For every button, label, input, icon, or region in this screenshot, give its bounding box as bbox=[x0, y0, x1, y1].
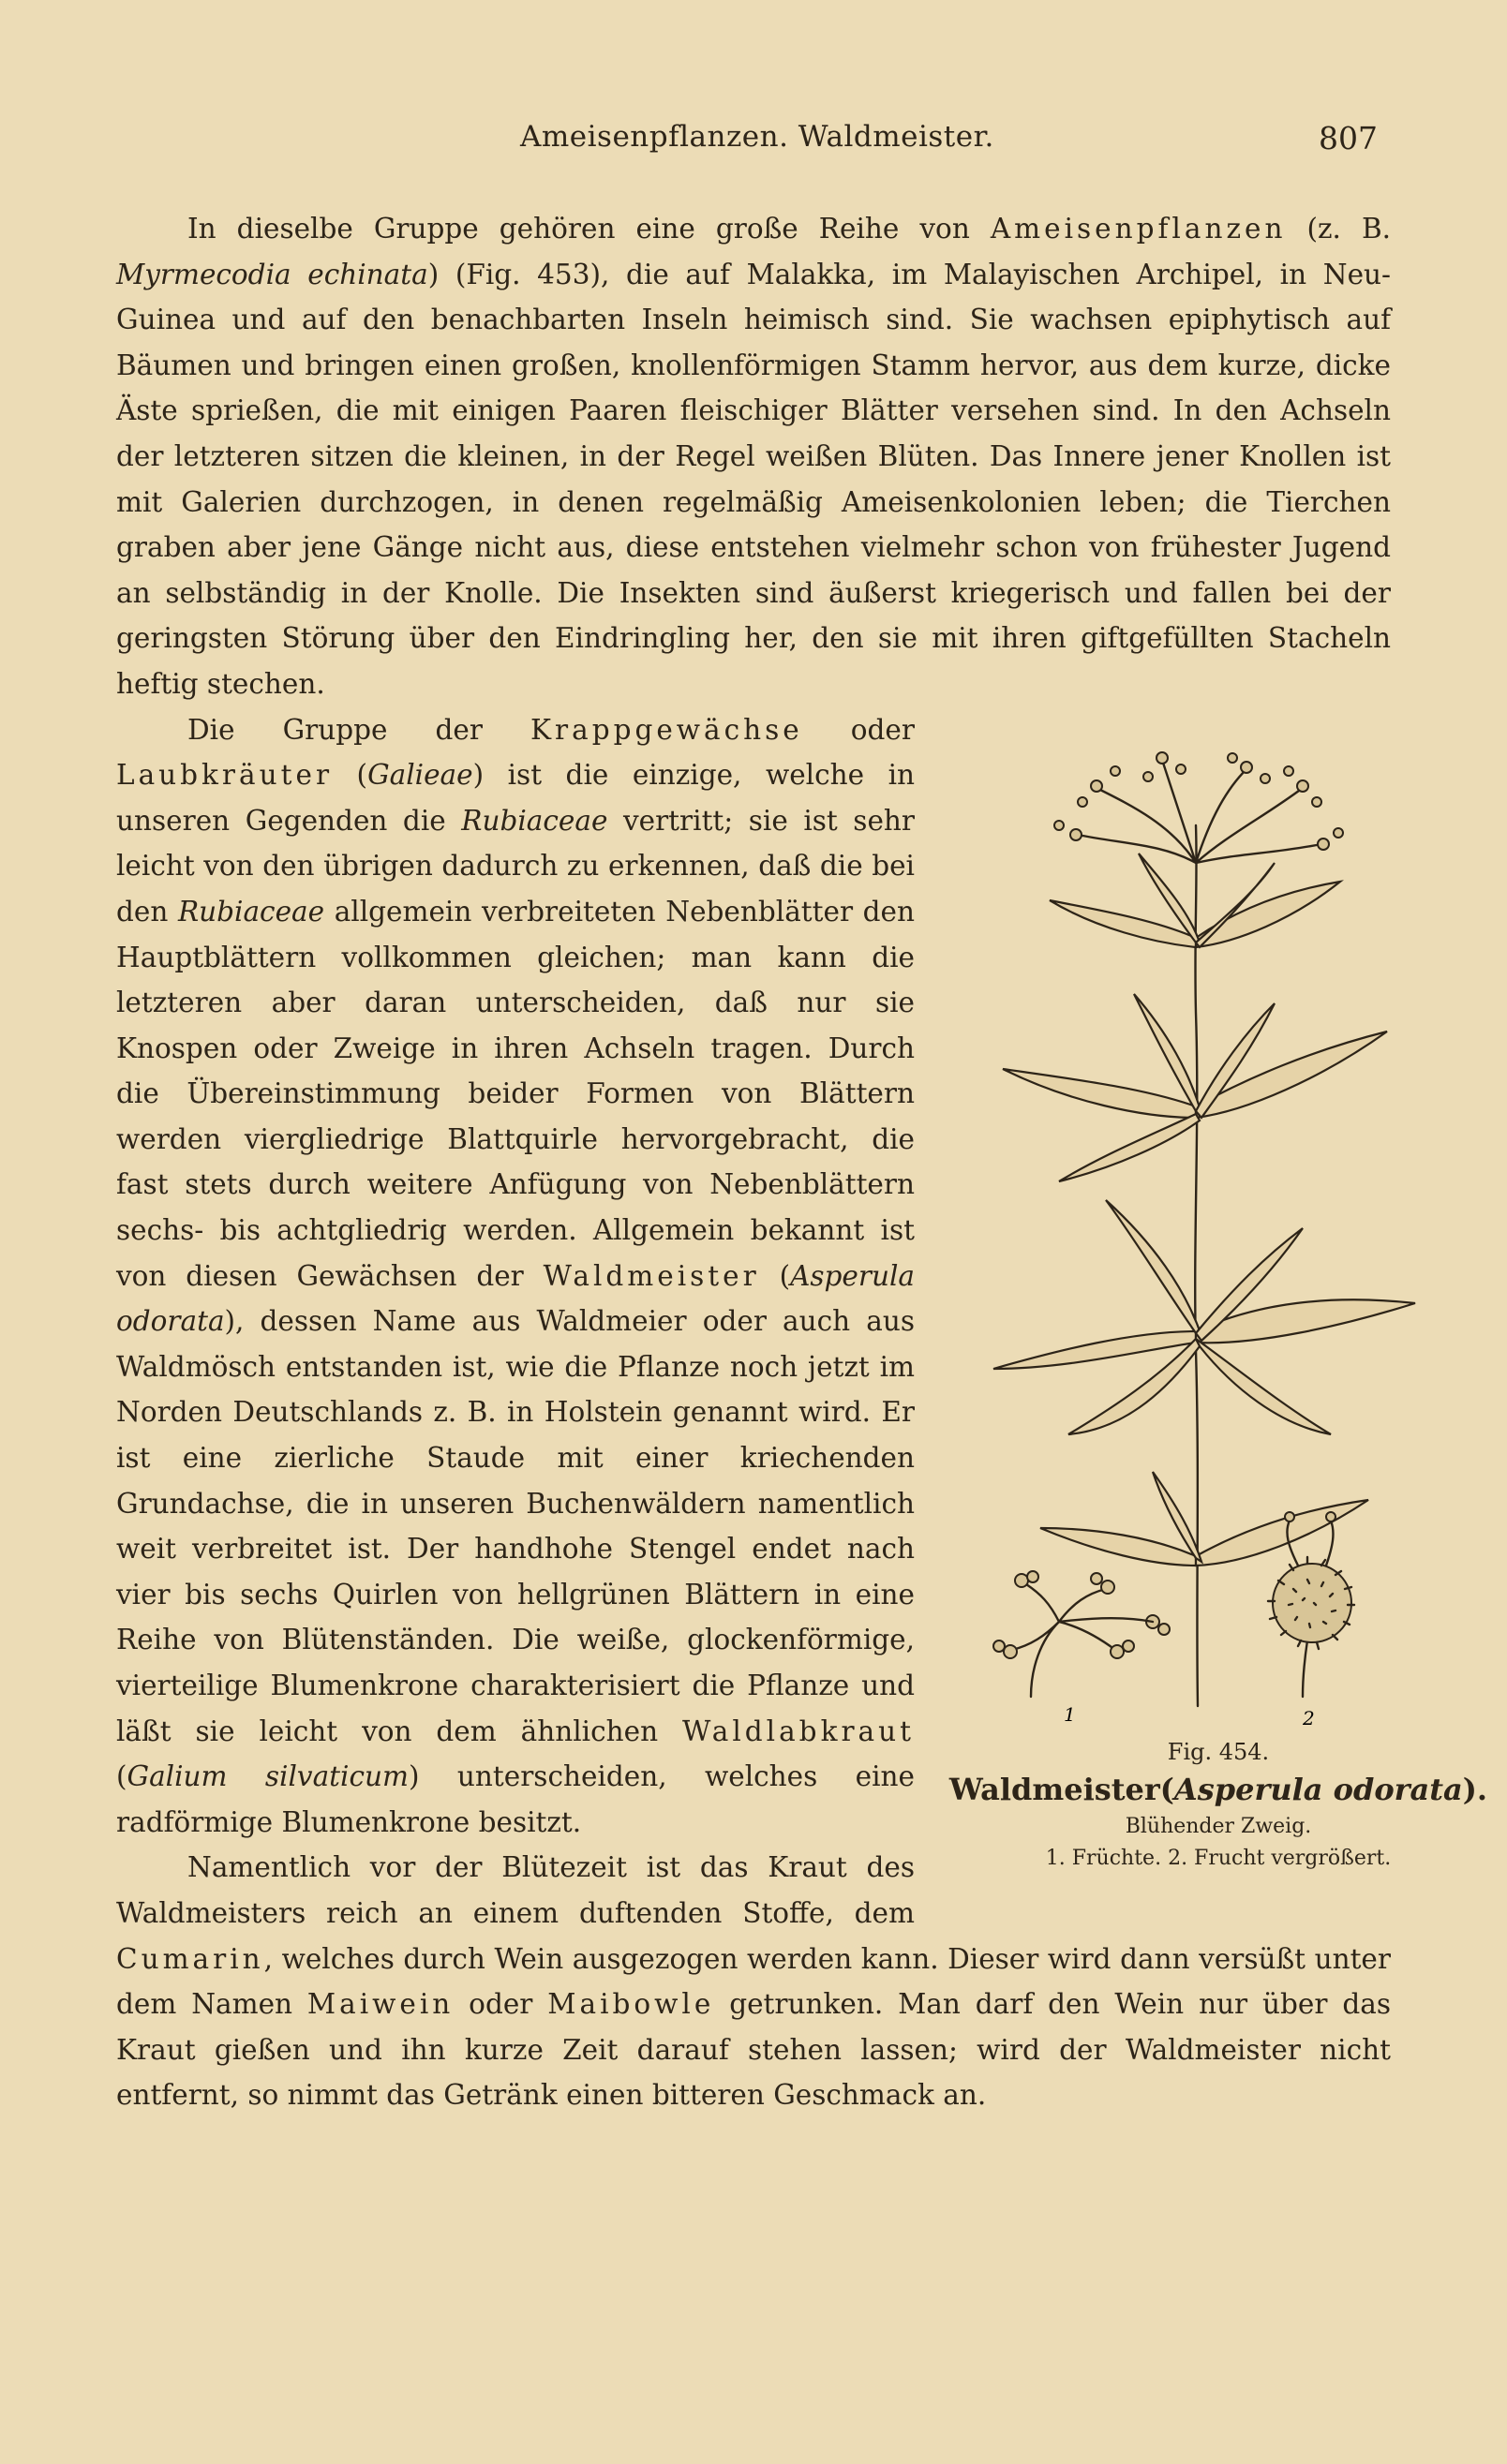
fig-label-1: 1 bbox=[1064, 1702, 1076, 1726]
figure-number: Fig. 454. bbox=[1167, 1738, 1270, 1765]
term-waldlabkraut: Waldlabkraut bbox=[682, 1714, 915, 1747]
page-number: 807 bbox=[1319, 120, 1378, 156]
body-text bbox=[116, 206, 1488, 2118]
fruit-sprig bbox=[993, 1571, 1170, 1697]
paragraph-woodruff: Die Gruppe der Krappgewächse oder Laubkräuter (Galieae) ist die einzige, welche in unseren Gegenden die Rubiaceae vertritt; sie ist sehr leicht von den übrigen dadurch zu erkennen, daß die bei den Rubiaceae allgemein verbreiteten Nebenblätter den Hauptblättern vollkommen gleichen; man kann die letzteren aber daran unterscheiden, daß nur sie Knospen oder Zweige in ihren Achseln tragen. Durch die Übereinstimmung beider Formen von Blättern werden viergliedrige Blattquirle hervorgebracht, die fast stets durch weitere Anfügung von Nebenblättern sechs- bis achtgliedrig werden. Allgemein bekannt ist von diesen Gewächsen der Waldmeister (Asperula odorata), dessen Name aus Waldmeier oder auch aus Waldmösch entstanden ist, wie die Pflanze noch jetzt im Norden Deutschlands z. B. in Holstein genannt wird. Er ist eine zierliche Staude mit einer kriechenden Grundachse, die in unseren Buchenwäldern namentlich weit verbreitet ist. Der handhohe Stengel endet nach vier bis sechs Quirlen von hellgrünen Blättern in eine Reihe von Blütenständen. Die weiße, glockenförmige, vierteilige Blumenkrone charakterisiert die Pflanze und läßt sie leicht von dem ähnlichen Waldlabkraut (Galium silvaticum) unterscheiden, welches eine radförmige Blumenkrone besitzt. bbox=[116, 713, 916, 1838]
figure-454 bbox=[937, 722, 1488, 1893]
term-rubiaceae-2: Rubiaceae bbox=[177, 895, 325, 928]
page-header bbox=[0, 120, 1507, 165]
term-maibowle: Maibowle bbox=[547, 1988, 715, 2021]
term-ameisenpflanzen: Ameisenpflanzen bbox=[990, 213, 1287, 245]
inflorescence bbox=[1054, 752, 1343, 863]
term-galium: Galium silvaticum bbox=[127, 1760, 409, 1793]
paragraph-ant-plants: In dieselbe Gruppe gehören eine große Reihe von Ameisenpflanzen (z. B. Myrmecodia echinata) (Fig. 453), die auf Malakka, im Malayischen Archipel, in Neu-Guinea und auf den benachbarten Inseln heimisch sind. Sie wachsen epiphytisch auf Bäumen und bringen einen großen, knollenförmigen Stamm hervor, aus dem kurze, dicke Äste sprießen, die mit einigen Paaren fleischiger Blätter versehen sind. In den Achseln der letzteren sitzen die kleinen, in der Regel weißen Blüten. Das Innere jener Knollen ist mit Galerien durchzogen, in denen regelmäßig Ameisenkolonien leben; die Tierchen graben aber jene Gänge nicht aus, diese entstehen vielmehr schon von frühester Jugend an selbständig in der Knolle. Die Insekten sind äußerst kriegerisch und fallen bei der geringsten Störung über den Eindringling her, den sie mit ihren giftgefüllten Stacheln heftig stechen. bbox=[116, 213, 1391, 700]
figure-caption bbox=[937, 1736, 1500, 1875]
term-cumarin: Cumarin bbox=[116, 1942, 264, 1975]
figure-legend: 1. Früchte. 2. Frucht vergrößert. bbox=[1045, 1846, 1392, 1870]
figure-title: Waldmeister(Asperula odorata). bbox=[948, 1771, 1488, 1807]
term-waldmeister: Waldmeister bbox=[543, 1259, 760, 1292]
term-maiwein: Maiwein bbox=[306, 1988, 455, 2021]
leaf-whorl-4 bbox=[1040, 1472, 1368, 1566]
leaf-whorl-2 bbox=[1003, 994, 1387, 1181]
term-laubkraeuter: Laubkräuter bbox=[116, 759, 334, 792]
term-asperula: Asperula odorata bbox=[116, 1259, 915, 1338]
woodruff-illustration bbox=[965, 750, 1434, 1734]
p1-rest-start: ) (Fig. 453), die auf Malakka, im Malayischen Archipel, in Neu-Guinea und auf den benachbarten Inseln heimisch sind. Sie wachsen epiphytisch auf Bäumen und bringen einen großen, knollenförmigen Stamm hervor, aus dem kurze, dicke Äste sprießen, die mit einigen Paaren fleischiger Blätter versehen sind. In den Achseln der letzteren sitzen die kleinen, in der Regel weißen Blüten. Das Innere jener Knollen ist mit Galerien durchzogen, in denen regelmäßig Ameisenkolonien leben; die Tierchen graben aber jene Gänge nicht aus, diese entstehen vielmehr schon von frühester Jugend an selbständig in der Knolle. Die Insekten sind äußerst kriegerisch und fallen bei der geringsten Störung über den Eindringling her, den sie mit ihren giftgefüllten Stacheln heftig stechen. bbox=[116, 258, 1391, 700]
paragraph-maiwein: Namentlich vor der Blütezeit ist das Kraut des Waldmeisters reich an einem duftenden Stoffe, dem Cumarin, welches durch Wein ausgezogen werden kann. Dieser wird dann versüßt unter dem Namen Maiwein oder Maibowle getrunken. Man darf den Wein nur über das Kraut gießen und ihn kurze Zeit darauf stehen lassen; wird der Waldmeister nicht entfernt, so nimmt das Getränk einen bitteren Geschmack an. bbox=[116, 1851, 1391, 2112]
term-myrmecodia: Myrmecodia echinata bbox=[116, 258, 428, 290]
stem-line bbox=[1195, 825, 1198, 1706]
term-galieae: Galieae bbox=[367, 759, 473, 792]
running-title: Ameisenpflanzen. Waldmeister. bbox=[520, 120, 994, 154]
leaf-whorl-3 bbox=[993, 1200, 1415, 1434]
term-rubiaceae-1: Rubiaceae bbox=[461, 804, 608, 837]
fig-label-2: 2 bbox=[1303, 1706, 1315, 1729]
term-krappgewaechse: Krappgewächse bbox=[530, 713, 803, 746]
figure-subtitle: Blühender Zweig. bbox=[1125, 1814, 1312, 1838]
